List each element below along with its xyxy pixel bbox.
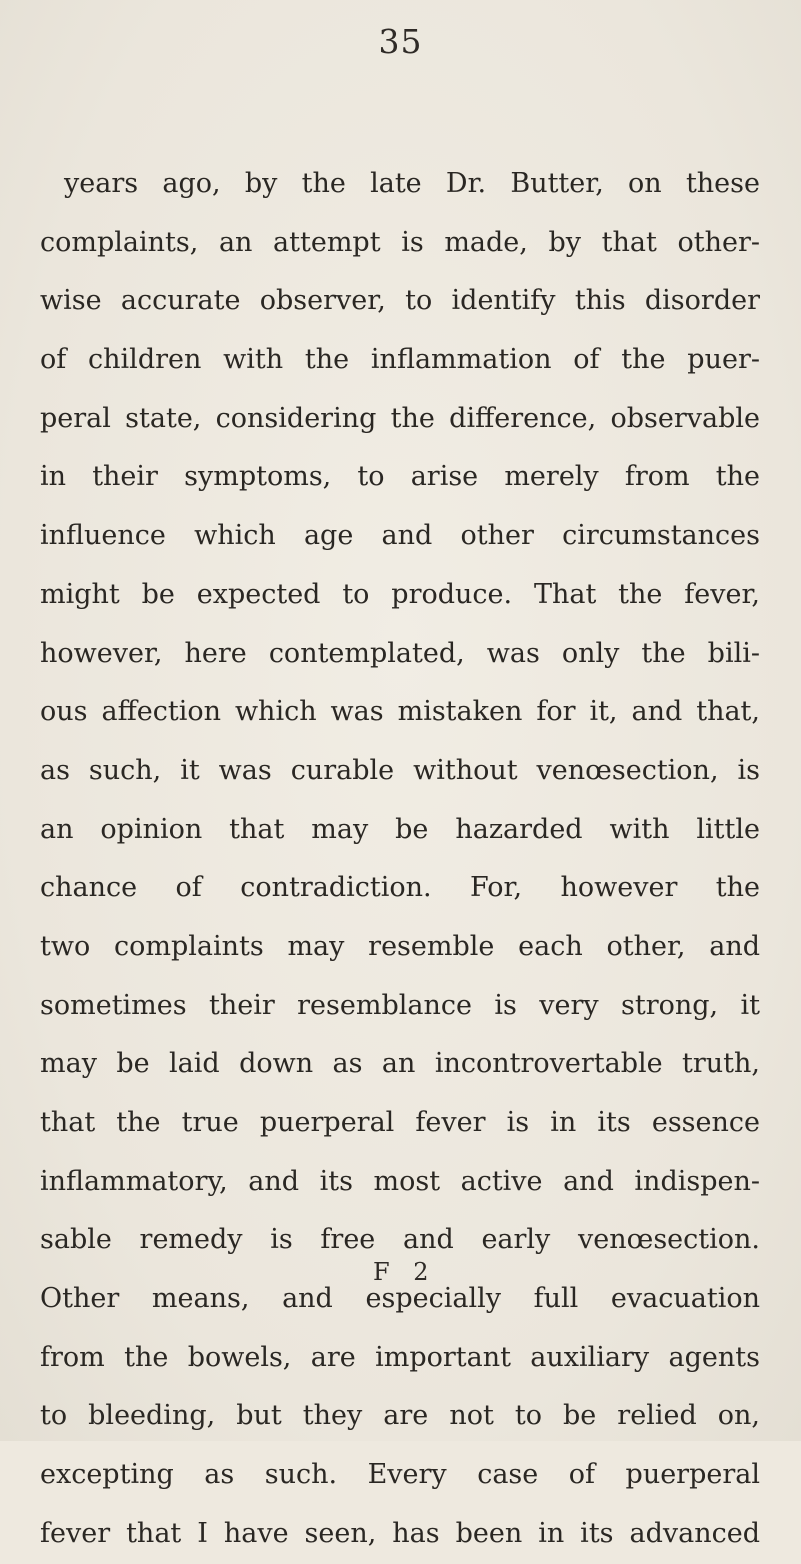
- text-line: in their symptoms, to arise merely from the: [40, 461, 760, 493]
- text-line: from the bowels, are important auxiliary agents: [40, 1341, 760, 1373]
- text-line: two complaints may resemble each other, and: [40, 930, 760, 962]
- text-line: fever that I have seen, has been in its advanced: [40, 1517, 760, 1549]
- text-line: Other means, and especially full evacuation: [40, 1283, 760, 1315]
- text-line: influence which age and other circumstances: [40, 520, 760, 552]
- text-line: of children with the inflammation of the puer-: [40, 344, 760, 376]
- page-number: 35: [378, 22, 423, 61]
- text-line: years ago, by the late Dr. Butter, on these: [64, 168, 760, 199]
- text-line: might be expected to produce. That the fever,: [40, 578, 760, 610]
- signature-mark: F 2: [373, 1258, 437, 1286]
- body-text: [40, 155, 760, 1564]
- text-line: wise accurate observer, to identify this disorder: [40, 285, 760, 317]
- text-line: an opinion that may be hazarded with little: [40, 813, 760, 845]
- text-line: however, here contemplated, was only the bili-: [40, 637, 760, 669]
- text-line: excepting as such. Every case of puerperal: [40, 1459, 760, 1491]
- text-line: peral state, considering the difference, observable: [40, 402, 760, 434]
- text-line: complaints, an attempt is made, by that other-: [40, 226, 760, 258]
- text-line: as such, it was curable without venœsection, is: [40, 754, 760, 786]
- text-line: ous affection which was mistaken for it, and that,: [40, 696, 760, 728]
- text-line: to bleeding, but they are not to be relied on,: [40, 1400, 760, 1432]
- text-line: inflammatory, and its most active and indispen-: [40, 1165, 760, 1197]
- text-line: chance of contradiction. For, however the: [40, 872, 760, 904]
- text-line: that the true puerperal fever is in its essence: [40, 1107, 760, 1138]
- text-line: may be laid down as an incontrovertable truth,: [40, 1048, 760, 1080]
- text-line: sable remedy is free and early venœsection.: [40, 1224, 760, 1256]
- text-line: sometimes their resemblance is very strong, it: [40, 989, 760, 1021]
